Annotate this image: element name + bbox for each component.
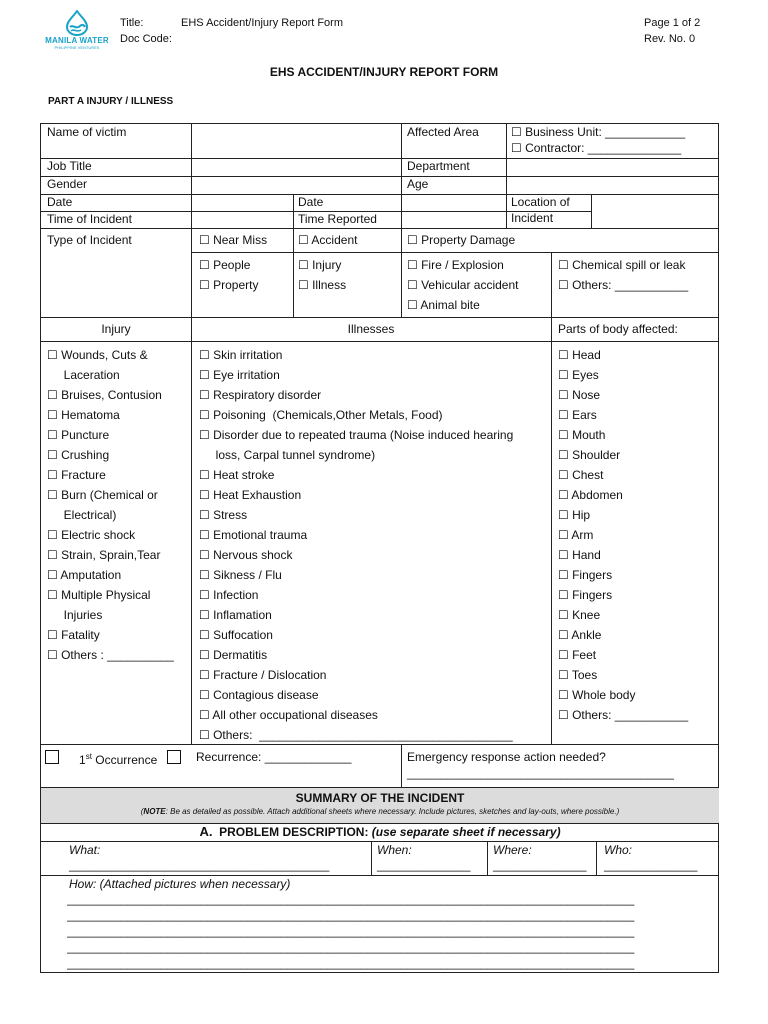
how-label: How: (Attached pictures when necessary) xyxy=(69,877,291,891)
injury-item: Injuries xyxy=(47,608,103,622)
illness-item: loss, Carpal tunnel syndrome) xyxy=(199,448,376,462)
injury-item[interactable]: ☐ Fatality xyxy=(47,628,100,642)
illness-item[interactable]: ☐ Inflamation xyxy=(199,608,272,622)
injury-column-header: Injury xyxy=(101,322,131,336)
injury-item[interactable]: ☐ Wounds, Cuts & xyxy=(47,348,148,362)
problem-description-heading: A. PROBLEM DESCRIPTION: (use separate sheet if necessary) xyxy=(199,824,561,839)
injury-item[interactable]: ☐ Multiple Physical xyxy=(47,588,151,602)
where-label: Where: xyxy=(493,843,532,857)
injury-list xyxy=(47,345,174,665)
body-part-item[interactable]: ☐ Others: ___________ xyxy=(558,708,689,722)
business-unit-checkbox[interactable]: ☐ Business Unit: ____________ xyxy=(511,125,686,139)
form-title: EHS ACCIDENT/INJURY REPORT FORM xyxy=(269,65,499,79)
injury-checkbox[interactable]: ☐ Injury xyxy=(298,258,342,272)
injury-item: Electrical) xyxy=(47,508,117,522)
body-part-item[interactable]: ☐ Arm xyxy=(558,528,594,542)
illness-item[interactable]: ☐ Skin irritation xyxy=(199,348,283,362)
vehicular-accident-checkbox[interactable]: ☐ Vehicular accident xyxy=(407,278,519,292)
how-line[interactable]: _____________________________________________________________________________________ xyxy=(67,940,635,954)
fire-explosion-checkbox[interactable]: ☐ Fire / Explosion xyxy=(407,258,504,272)
logo-text: MANILA WATER xyxy=(45,36,109,45)
illness-item[interactable]: ☐ Others: ______________________________________ xyxy=(199,728,513,742)
when-line[interactable]: ______________ xyxy=(377,858,471,872)
injury-item[interactable]: ☐ Crushing xyxy=(47,448,110,462)
illness-item[interactable]: ☐ Contagious disease xyxy=(199,688,319,702)
illness-checkbox[interactable]: ☐ Illness xyxy=(298,278,347,292)
recurrence-field[interactable]: Recurrence: _____________ xyxy=(196,750,352,764)
summary-note: (NOTE: Be as detailed as possible. Attach additional sheets where necessary. Include pictures, sketches and lay-outs, where possible.) xyxy=(140,807,620,816)
illness-item[interactable]: ☐ Stress xyxy=(199,508,248,522)
body-part-item[interactable]: ☐ Fingers xyxy=(558,588,613,602)
body-part-item[interactable]: ☐ Hand xyxy=(558,548,601,562)
illness-item[interactable]: ☐ All other occupational diseases xyxy=(199,708,378,722)
injury-item: Laceration xyxy=(47,368,120,382)
department-label: Department xyxy=(407,159,470,173)
illness-list xyxy=(199,345,513,745)
body-part-item[interactable]: ☐ Mouth xyxy=(558,428,606,442)
injury-item[interactable]: ☐ Puncture xyxy=(47,428,110,442)
injury-item[interactable]: ☐ Strain, Sprain,Tear xyxy=(47,548,161,562)
date-reported-label: Date xyxy=(298,195,324,209)
near-miss-checkbox[interactable]: ☐ Near Miss xyxy=(199,233,268,247)
document-header xyxy=(0,0,768,60)
people-checkbox[interactable]: ☐ People xyxy=(199,258,251,272)
how-line[interactable]: _____________________________________________________________________________________ xyxy=(67,956,635,970)
emergency-response-line[interactable]: ________________________________________ xyxy=(407,766,674,780)
name-of-victim-label: Name of victim xyxy=(47,125,127,139)
body-part-item[interactable]: ☐ Ankle xyxy=(558,628,602,642)
when-label: When: xyxy=(377,843,412,857)
contractor-checkbox[interactable]: ☐ Contractor: ______________ xyxy=(511,141,682,155)
body-part-item[interactable]: ☐ Abdomen xyxy=(558,488,623,502)
accident-checkbox[interactable]: ☐ Accident xyxy=(298,233,358,247)
title-value: EHS Accident/Injury Report Form xyxy=(181,17,344,29)
body-part-item[interactable]: ☐ Toes xyxy=(558,668,598,682)
who-label: Who: xyxy=(604,843,633,857)
injury-item[interactable]: ☐ Amputation xyxy=(47,568,122,582)
time-of-incident-label: Time of Incident xyxy=(47,212,132,226)
location-label-line1: Location of xyxy=(511,195,570,209)
injury-item[interactable]: ☐ Burn (Chemical or xyxy=(47,488,158,502)
location-label-line2: Incident xyxy=(511,211,554,225)
body-part-item[interactable]: ☐ Hip xyxy=(558,508,591,522)
gender-label: Gender xyxy=(47,177,88,191)
what-line[interactable]: _______________________________________ xyxy=(69,858,330,872)
illness-item[interactable]: ☐ Dermatitis xyxy=(199,648,268,662)
injury-item[interactable]: ☐ Others : __________ xyxy=(47,648,174,662)
illnesses-column-header: Illnesses xyxy=(347,322,395,336)
logo-subtext: PHILIPPINE VENTURES xyxy=(54,45,100,50)
first-occurrence-label: 1st Occurrence xyxy=(79,752,158,767)
how-lines xyxy=(67,891,717,971)
age-label: Age xyxy=(407,177,429,191)
company-logo xyxy=(42,10,112,54)
job-title-label: Job Title xyxy=(47,159,92,173)
property-damage-checkbox[interactable]: ☐ Property Damage xyxy=(407,233,516,247)
emergency-response-label: Emergency response action needed? xyxy=(407,750,606,764)
body-parts-column-header: Parts of body affected: xyxy=(558,322,678,336)
body-part-item[interactable]: ☐ Nose xyxy=(558,388,601,402)
date-label: Date xyxy=(47,195,73,209)
how-line[interactable]: _____________________________________________________________________________________ xyxy=(67,908,635,922)
injury-item[interactable]: ☐ Fracture xyxy=(47,468,106,482)
others-incident-checkbox[interactable]: ☐ Others: ___________ xyxy=(558,278,689,292)
illness-item[interactable]: ☐ Nervous shock xyxy=(199,548,293,562)
body-part-item[interactable]: ☐ Knee xyxy=(558,608,601,622)
who-line[interactable]: ______________ xyxy=(604,858,698,872)
summary-title: SUMMARY OF THE INCIDENT xyxy=(295,791,465,805)
illness-item[interactable]: ☐ Disorder due to repeated trauma (Noise induced hearing xyxy=(199,428,514,442)
body-part-item[interactable]: ☐ Fingers xyxy=(558,568,613,582)
page-number: Page 1 of 2 xyxy=(644,17,701,29)
body-part-item[interactable]: ☐ Ears xyxy=(558,408,597,422)
injury-item[interactable]: ☐ Bruises, Contusion xyxy=(47,388,162,402)
illness-item[interactable]: ☐ Heat stroke xyxy=(199,468,275,482)
time-reported-label: Time Reported xyxy=(298,212,377,226)
body-part-item[interactable]: ☐ Head xyxy=(558,348,601,362)
illness-item[interactable]: ☐ Suffocation xyxy=(199,628,273,642)
what-label: What: xyxy=(69,843,101,857)
illness-item[interactable]: ☐ Infection xyxy=(199,588,259,602)
title-label: Title: xyxy=(120,17,144,29)
doc-code-label: Doc Code: xyxy=(120,33,172,45)
recurrence-checkbox[interactable] xyxy=(167,750,181,764)
animal-bite-checkbox[interactable]: ☐ Animal bite xyxy=(407,298,480,312)
body-part-item[interactable]: ☐ Eyes xyxy=(558,368,599,382)
illness-item[interactable]: ☐ Eye irritation xyxy=(199,368,280,382)
injury-item[interactable]: ☐ Hematoma xyxy=(47,408,120,422)
chemical-spill-checkbox[interactable]: ☐ Chemical spill or leak xyxy=(558,258,686,272)
body-parts-list xyxy=(558,345,688,725)
form-table xyxy=(40,123,719,973)
illness-item[interactable]: ☐ Emotional trauma xyxy=(199,528,308,542)
affected-area-label: Affected Area xyxy=(407,125,479,139)
type-of-incident-label: Type of Incident xyxy=(47,233,132,247)
part-a-title: PART A INJURY / ILLNESS xyxy=(48,96,174,107)
body-part-item[interactable]: ☐ Feet xyxy=(558,648,597,662)
how-line[interactable]: _____________________________________________________________________________________ xyxy=(67,924,635,938)
body-part-item[interactable]: ☐ Chest xyxy=(558,468,604,482)
how-line[interactable]: _____________________________________________________________________________________ xyxy=(67,892,635,906)
body-part-item[interactable]: ☐ Whole body xyxy=(558,688,636,702)
injury-item[interactable]: ☐ Electric shock xyxy=(47,528,136,542)
illness-item[interactable]: ☐ Fracture / Dislocation xyxy=(199,668,327,682)
illness-item[interactable]: ☐ Respiratory disorder xyxy=(199,388,322,402)
first-occurrence-checkbox[interactable] xyxy=(45,750,59,764)
revision-number: Rev. No. 0 xyxy=(644,33,696,45)
property-checkbox[interactable]: ☐ Property xyxy=(199,278,259,292)
illness-item[interactable]: ☐ Poisoning (Chemicals,Other Metals, Food) xyxy=(199,408,443,422)
where-line[interactable]: ______________ xyxy=(493,858,587,872)
body-part-item[interactable]: ☐ Shoulder xyxy=(558,448,621,462)
illness-item[interactable]: ☐ Sikness / Flu xyxy=(199,568,282,582)
illness-item[interactable]: ☐ Heat Exhaustion xyxy=(199,488,302,502)
water-drop-icon xyxy=(62,10,92,36)
